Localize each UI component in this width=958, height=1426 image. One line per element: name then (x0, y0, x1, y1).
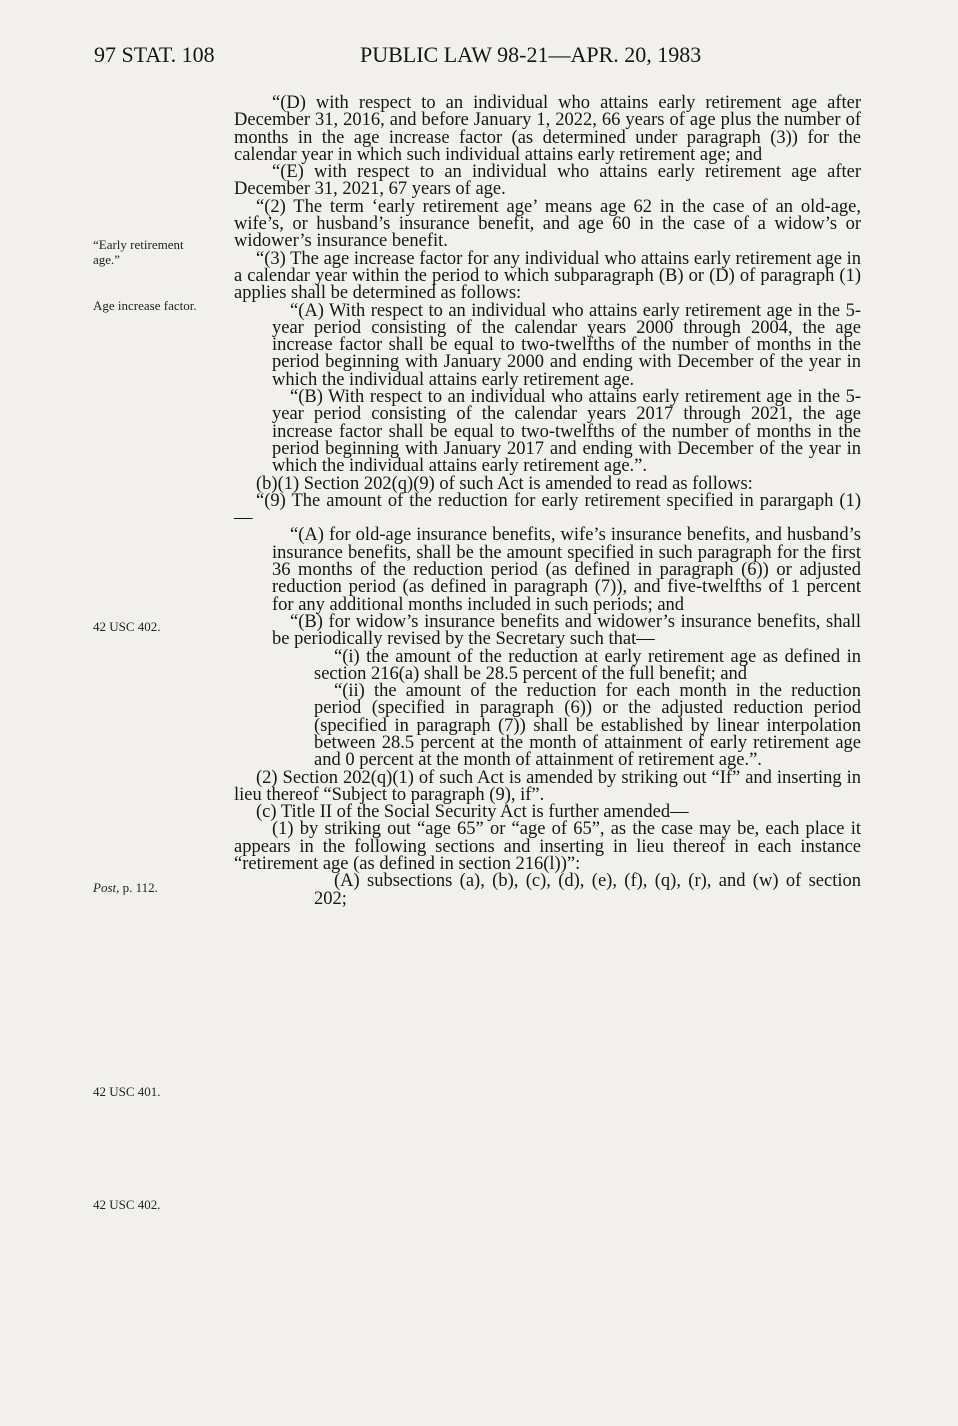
sidenote-42-usc-402-b: 42 USC 402. (93, 1197, 161, 1212)
clause-9-b-i: “(i) the amount of the reduction at early retirement age as defined in section 216(a) shall be 28.5 percent of the full benefit; and (314, 646, 861, 684)
clause-1-d: “(D) with respect to an individual who attains early retirement age after December 31, 2016, and before January 1, 2022, 66 years of age plus the number of months in the age increase factor (as determined under paragraph (3)) for the calendar year in which such individual attains early retirement age; and (234, 93, 861, 165)
subsection-c-1-a: (A) subsections (a), (b), (c), (d), (e), (f), (q), (r), and (w) of section 202; (314, 871, 861, 909)
stat-page-number: 97 STAT. 108 (94, 42, 215, 67)
page-header (0, 42, 958, 82)
public-law-title: PUBLIC LAW 98-21—APR. 20, 1983 (360, 42, 702, 67)
clause-3-b: “(B) With respect to an individual who attains early retirement age in the 5-year period consisting of the calendar years 2017 through 2021, the age increase factor shall be equal to two-twelfths of the number of months in the period beginning with January 2017 and ending with December of the year in which the individual attains early retirement age.”. (272, 387, 861, 477)
clause-1-e: “(E) with respect to an individual who attains early retirement age after December 31, 2021, 67 years of age. (234, 162, 861, 200)
sidenote-post-italic: Post, (93, 880, 120, 895)
sidenote-post-page: p. 112. (119, 880, 158, 895)
subsection-c: (c) Title II of the Social Security Act is further amended— (256, 802, 689, 823)
clause-9-a: “(A) for old-age insurance benefits, wife’s insurance benefits, and husband’s insurance benefits, shall be the amount specified in such paragraph for the first 36 months of the reduction period (as defined in paragraph (6)) or adjusted reduction period (as defined in paragraph (7)), and five-twelfths of 1 percent for any additional months included in such periods; and (272, 525, 861, 615)
subsection-b-2: (2) Section 202(q)(1) of such Act is amended by striking out “If” and inserting in lieu thereof “Subject to paragraph (9), if”. (234, 767, 861, 805)
paragraph-9: “(9) The amount of the reduction for early retirement specified in parargaph (1)— (234, 490, 861, 529)
sidenote-age-increase-factor: Age increase factor. (93, 298, 197, 313)
statute-body (234, 95, 861, 908)
sidenote-42-usc-402: 42 USC 402. (93, 619, 161, 634)
paragraph-2-early-retirement-age: “(2) The term ‘early retirement age’ means age 62 in the case of an old-age, wife’s, or husband’s insurance benefit, and age 60 in the case of a widow’s or widower’s insurance benefit. (234, 196, 861, 252)
clause-3-a: “(A) With respect to an individual who attains early retirement age in the 5-year period consisting of the calendar years 2000 through 2004, the age increase factor shall be equal to two-twelfths of the number of months in the period beginning with January 2000 and ending with December of the year in which the individual attains early retirement age. (272, 300, 861, 390)
paragraph-3-age-increase-factor: “(3) The age increase factor for any individual who attains early retirement age in a calendar year within the period to which subparagraph (B) or (D) of paragraph (1) applies shall be determined as follows: (234, 248, 861, 304)
sidenote-post-p112 (93, 880, 158, 895)
clause-9-b: “(B) for widow’s insurance benefits and widower’s insurance benefits, shall be periodically revised by the Secretary such that— (272, 611, 861, 650)
sidenote-42-usc-401: 42 USC 401. (93, 1084, 161, 1099)
subsection-b-1: (b)(1) Section 202(q)(9) of such Act is amended to read as follows: (256, 473, 753, 494)
subsection-c-1: (1) by striking out “age 65” or “age of 65”, as the case may be, each place it appears in the following sections and inserting in lieu thereof in each instance “retirement age (as defined in section 216(l))”: (234, 819, 861, 875)
sidenote-early-retirement-age: “Early retirement age.” (93, 237, 184, 267)
clause-9-b-ii: “(ii) the amount of the reduction for each month in the reduction period (specified in paragraph (6)) or the adjusted reduction period (specified in paragraph (7)) shall be established by linear interpolation between 28.5 percent at the month of attainment of early retirement age and 0 percent at the month of attainment of retirement age.”. (314, 681, 861, 771)
